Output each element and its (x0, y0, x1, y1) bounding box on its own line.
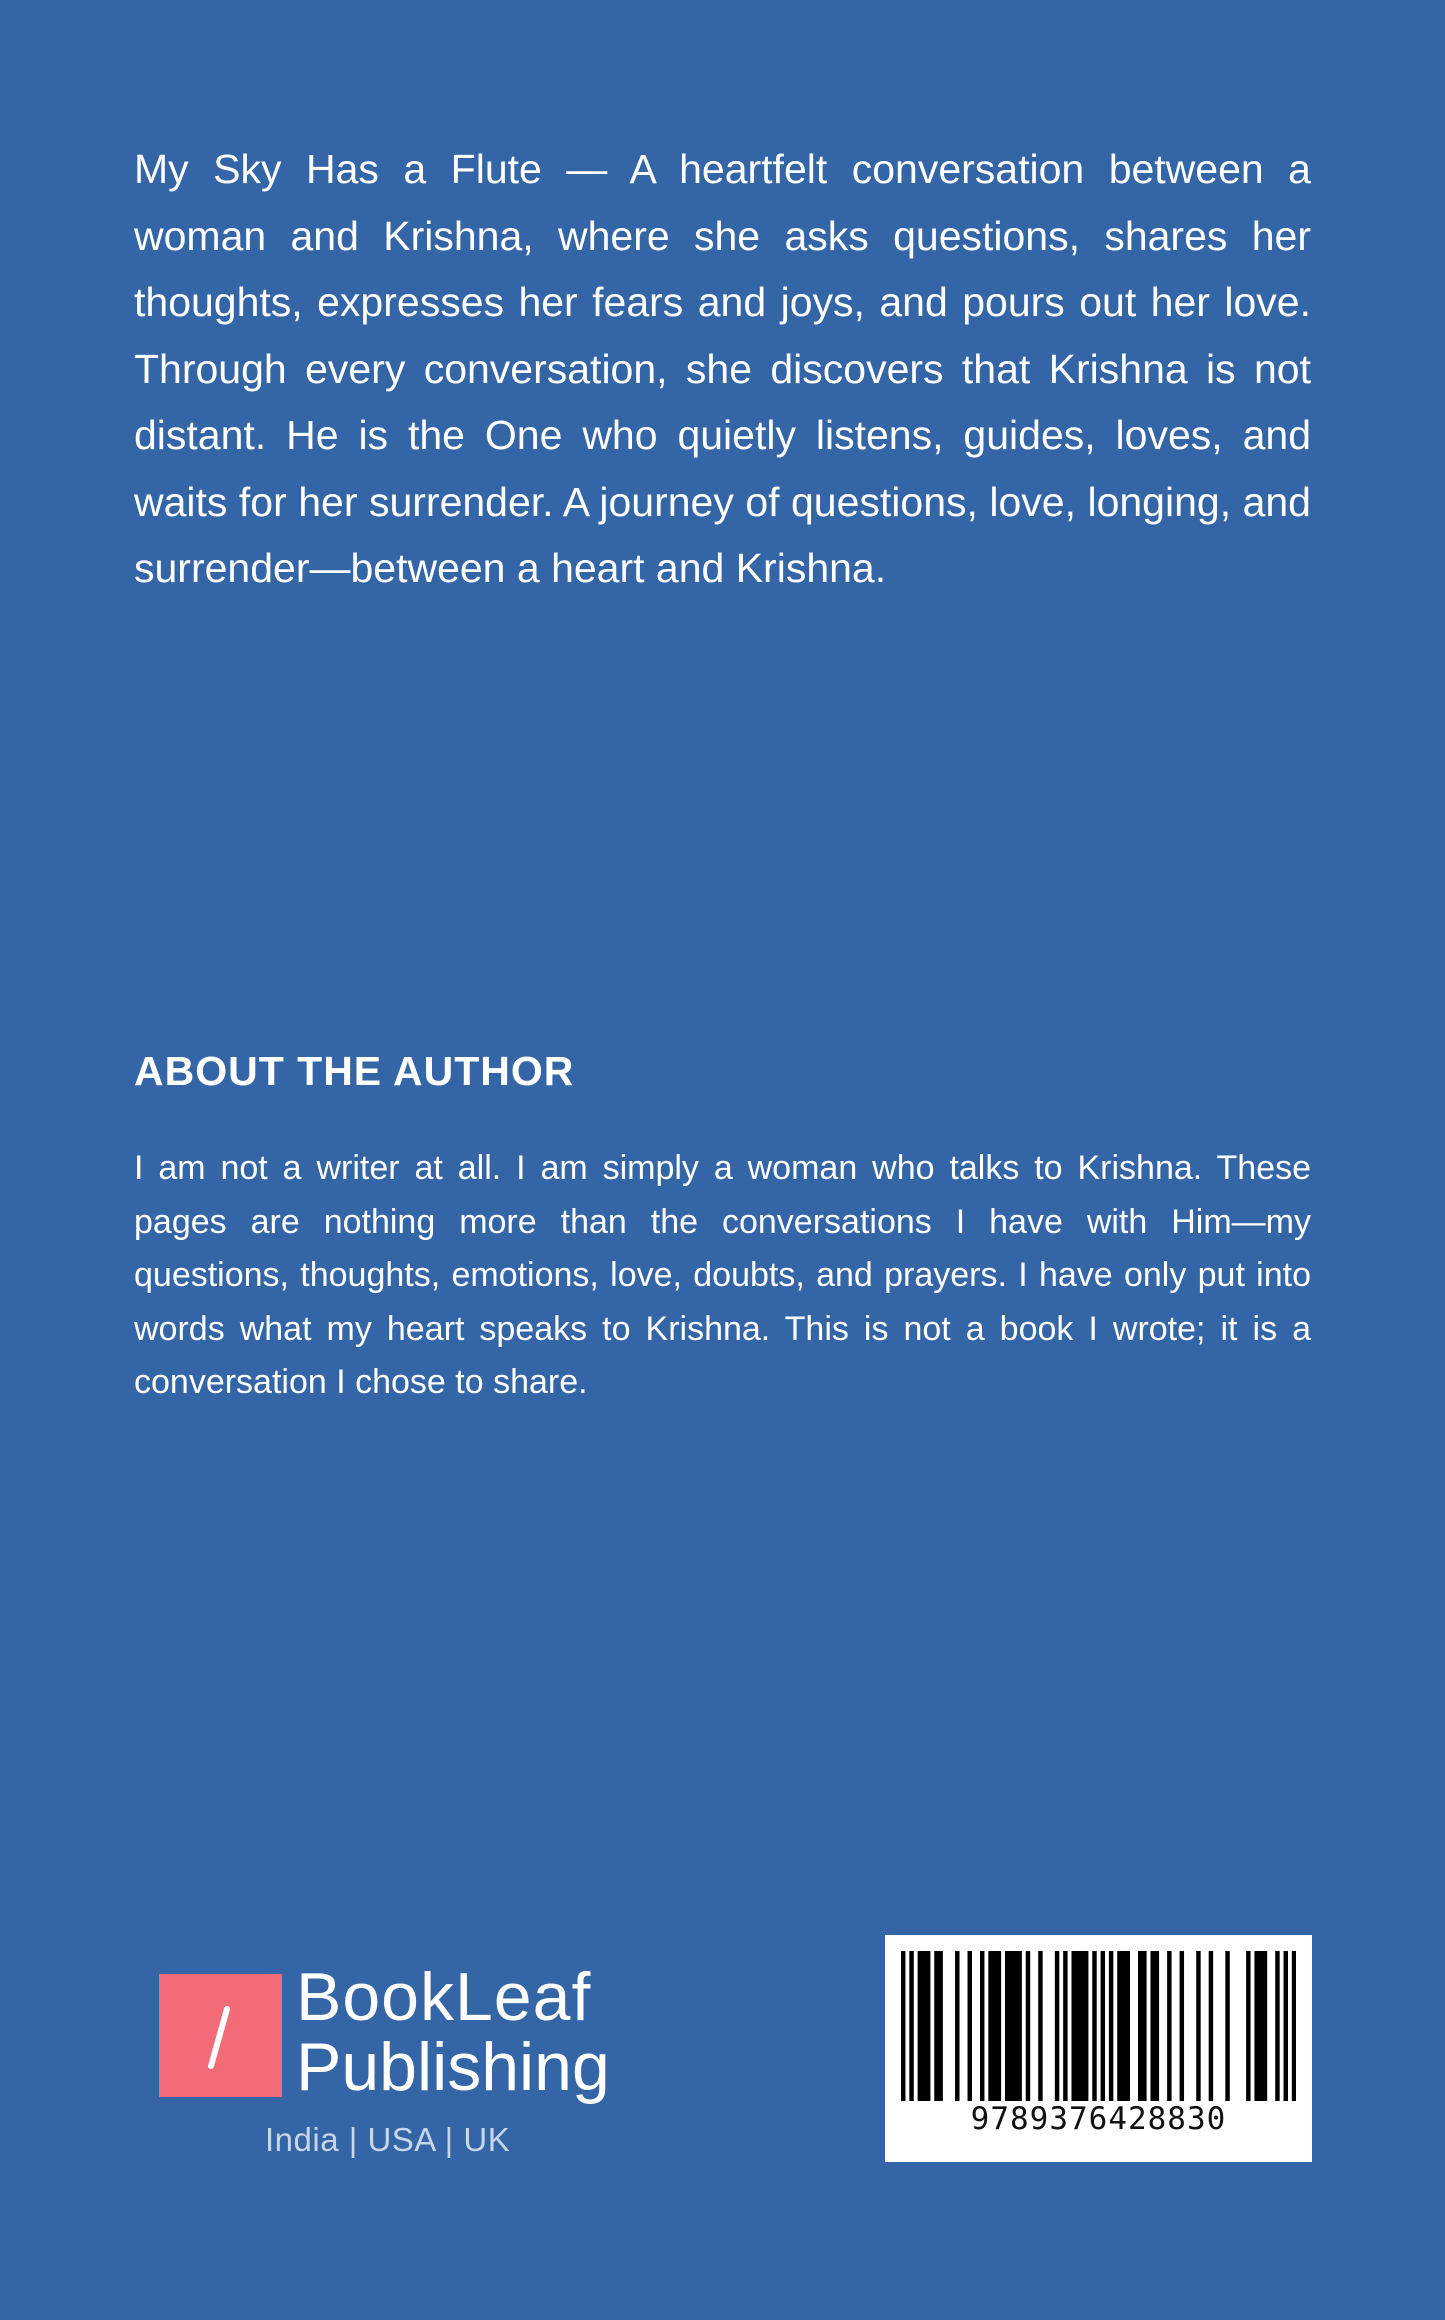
barcode-bar (1209, 1951, 1213, 2101)
barcode-bar (901, 1951, 905, 2101)
barcode-bar (1121, 1951, 1125, 2101)
barcode-bar (955, 1951, 959, 2101)
barcode-bar (988, 1951, 992, 2101)
barcode-bar (934, 1951, 938, 2101)
barcode-bar (1017, 1951, 1021, 2101)
barcode-bar (968, 1951, 972, 2101)
about-author-text: I am not a writer at all. I am simply a woman who talks to Krishna. These pages are nothing more than the conversations I have with Him—my questions, thoughts, emotions, love, doubts, and prayers. I have only put into words what my heart speaks to Krishna. This is not a book I wrote; it is a conversation I chose to share. (134, 1149, 1311, 1401)
barcode-bar (1292, 1951, 1296, 2101)
barcode-bar (1142, 1951, 1146, 2101)
publisher-logo-mark (159, 1974, 282, 2097)
barcode-bar (1092, 1951, 1096, 2101)
barcode-bar (1013, 1951, 1017, 2101)
barcode-bar (1150, 1951, 1154, 2101)
publisher-locations: India | USA | UK (265, 2121, 511, 2158)
barcode-bar (1138, 1951, 1142, 2101)
barcode-bar (1109, 1951, 1113, 2101)
barcode-bar (1101, 1951, 1105, 2101)
barcode-bar (938, 1951, 942, 2101)
barcode-bar (1009, 1951, 1013, 2101)
barcode-bar (1026, 1951, 1030, 2101)
barcode-bar (922, 1951, 926, 2101)
barcode-bar (1055, 1951, 1059, 2101)
barcode-bar (1005, 1951, 1009, 2101)
barcode-bar (1071, 1951, 1075, 2101)
about-author-heading: ABOUT THE AUTHOR (134, 1048, 575, 1094)
book-blurb: My Sky Has a Flute — A heartfelt conversation between a woman and Krishna, where she asks questions, shares her thoughts, expresses her fears and joys, and pours out her love. Through every conversation, she discovers that Krishna is not distant. He is the One who quietly listens, guides, loves, and waits for her surrender. A journey of questions, love, longing, and surrender—between a heart and Krishna. (134, 146, 1311, 591)
barcode-bar (1275, 1951, 1279, 2101)
publisher-name-line2: Publishing (296, 2029, 610, 2105)
isbn-number: 9789376428830 (970, 2101, 1227, 2137)
barcode-bar (918, 1951, 922, 2101)
barcode-bar (1180, 1951, 1184, 2101)
barcode-bar (1263, 1951, 1267, 2101)
barcode-bar (980, 1951, 984, 2101)
barcode-bar (992, 1951, 996, 2101)
barcode-bar (1254, 1951, 1258, 2101)
barcode-bar (1246, 1951, 1250, 2101)
barcode-bar (997, 1951, 1001, 2101)
barcode-bar (1038, 1951, 1042, 2101)
barcode-bar (1076, 1951, 1080, 2101)
barcode-bar (1117, 1951, 1121, 2101)
barcode-bar (926, 1951, 930, 2101)
publisher-name-line1: BookLeaf (296, 1959, 592, 2035)
barcode-bar (1084, 1951, 1088, 2101)
barcode-bar (1284, 1951, 1288, 2101)
barcode-bar (1225, 1951, 1229, 2101)
barcode-bar (1196, 1951, 1200, 2101)
barcode-bar (1155, 1951, 1159, 2101)
barcode-bar (1167, 1951, 1171, 2101)
barcode-bar (1063, 1951, 1067, 2101)
barcode-bar (1126, 1951, 1130, 2101)
barcode-bar (1259, 1951, 1263, 2101)
isbn-barcode (885, 1935, 1312, 2162)
slash-icon (159, 1974, 282, 2097)
barcode-bars (901, 1951, 1296, 2101)
barcode-bar (909, 1951, 913, 2101)
barcode-bar (1080, 1951, 1084, 2101)
